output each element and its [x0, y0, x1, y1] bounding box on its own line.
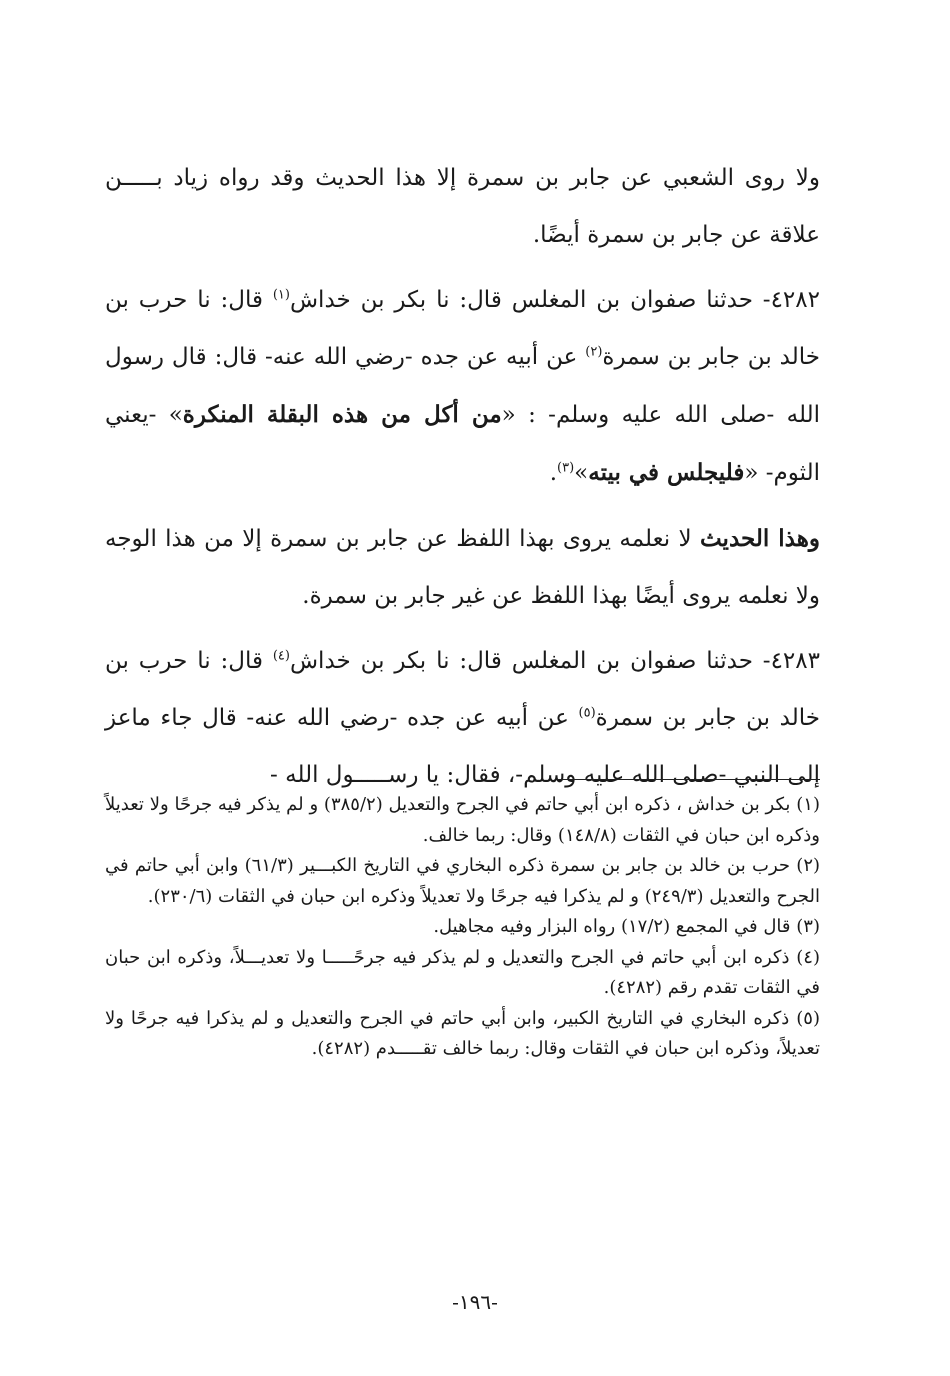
footnote-item	[105, 790, 820, 851]
hadith-4283: ٤٢٨٣- حدثنا صفوان بن المغلس قال: نا بكر بن خداش$^{(٤)}$ قال: نا حرب بن خالد بن جابر بن سمرة$^{(٥)}$ عن أبيه عن جده -رضي الله عنه- قال جاء ماعز إلى النبي -صلى الله عليه وسلم-، فقال: يا رســـــول الله -	[105, 648, 820, 788]
comment-paragraph: وهذا الحديث لا نعلمه يروى بهذا اللفظ عن جابر بن سمرة إلا من هذا الوجه ولا نعلمه يروى أيضًا بهذا اللفظ عن غير جابر بن سمرة.	[105, 525, 820, 609]
comment-bold-lead: وهذا الحديث	[699, 525, 820, 552]
footnote-marker-5: (٥)	[578, 705, 596, 721]
footnote-text: حرب بن خالد بن جابر بن سمرة ذكره البخاري في التاريخ الكبـــير (٦١/٣) وابن أبي حاتم في الجرح والتعديل (٢٤٩/٣) و لم يذكرا فيه جرحًا ولا تعديلاً وذكره ابن حبان في الثقات (٢٣٠/٦).	[105, 855, 820, 907]
footnote-item	[105, 851, 820, 912]
hadith-quote-bold: من أكل من هذه البقلة المنكرة	[182, 401, 502, 428]
footnote-marker-4: (٤)	[272, 648, 290, 664]
footnotes	[105, 790, 820, 1065]
hadith-quote-bold-2: فليجلس في بيته	[588, 459, 745, 486]
footnote-text: قال في المجمع (١٧/٢) رواه البزار وفيه مجاهيل.	[433, 916, 791, 937]
footnote-number: (٥)	[796, 1007, 820, 1029]
footnote-item	[105, 1004, 820, 1065]
footnote-number: (١)	[796, 794, 820, 815]
hadith-4282: ٤٢٨٢- حدثنا صفوان بن المغلس قال: نا بكر بن خداش$^{(١)}$ قال: نا حرب بن خالد بن جابر بن سمرة$^{(٢)}$ عن أبيه عن جده -رضي الله عنه- قال: قال رسول الله -صلى الله عليه وسلم- : «من أكل من هذه البقلة المنكرة» -يعني الثوم- «فليجلس في بيته»$^{(٣)}$.	[105, 287, 821, 486]
intro-paragraph: ولا روى الشعبي عن جابر بن سمرة إلا هذا الحديث وقد رواه زياد بـــــن علاقة عن جابر بن سمرة أيضًا.	[105, 165, 820, 248]
footnote-marker-1: (١)	[272, 287, 290, 303]
footnote-text: ذكره ابن أبي حاتم في الجرح والتعديل و لم يذكر فيه جرحًـــــا ولا تعديـــلاً، وذكره ابن حبان في الثقات تقدم رقم (٤٢٨٢).	[105, 946, 820, 998]
footnote-item	[105, 912, 820, 943]
footnote-divider	[558, 779, 820, 780]
footnote-number: (٢)	[796, 855, 821, 876]
footnote-marker-3: (٣)	[557, 460, 575, 476]
footnote-text: بكر بن خداش ، ذكره ابن أبي حاتم في الجرح والتعديل (٣٨٥/٢) و لم يذكر فيه جرحًا ولا تعديلاً وذكره ابن حبان في الثقات (١٤٨/٨) وقال: ربما خالف.	[105, 794, 820, 846]
footnote-marker-2: (٢)	[585, 344, 603, 360]
page-number: -١٩٦-	[452, 1290, 498, 1314]
main-text	[105, 150, 820, 812]
footnote-number: (٣)	[796, 916, 820, 937]
footnote-item	[105, 943, 820, 1004]
footnote-text: ذكره البخاري في التاريخ الكبير، وابن أبي حاتم في الجرح والتعديل و لم يذكرا فيه جرحًا ولا تعديلاً، وذكره ابن حبان في الثقات وقال: ربما خالف تقـــــدم (٤٢٨٢).	[105, 1007, 820, 1059]
footnote-number: (٤)	[796, 946, 820, 968]
